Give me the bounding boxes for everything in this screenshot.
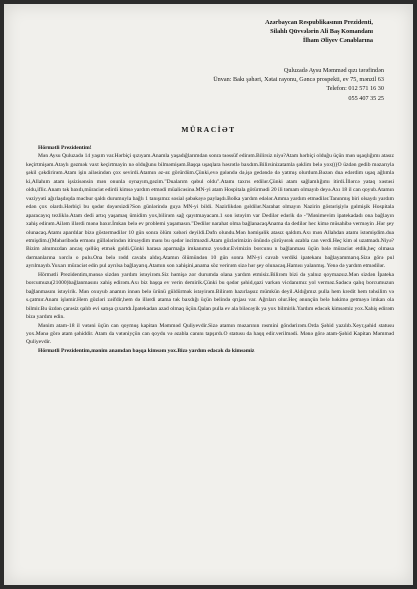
letter-title: MÜRACİƏT — [181, 125, 236, 134]
closing-line: Hörmətli Prezidentim,mənim anamdan başqa kimsəm yox.Bizə yardım edəcək də kimsəmiz — [38, 347, 255, 354]
paragraph-3: Mənim atam-18 il vətəni üçün can qoymuş kapitan Məmməd Quliyevdir.Sizə atamın məzarının rəsmini göndərirəm.Orda Şəhid yazılıb.Xeyr,şəhid statusu yox.Mənə görə atam şəhiddir. Atam da vətəniyçün can qoydu və əzabla canını tapşırdı.O statusu da haqq edir.verilmədi. Mənə görə atam-Şəhid Kapitan Məmməd Quliyevdir. — [26, 322, 394, 346]
addressee-line-3: İlham Əliyev Cənablarına — [302, 37, 373, 44]
sender-block — [144, 66, 384, 103]
sender-address: Ünvan: Bakı şəhəri, Xətai rayonu, Gəncə prospekti, ev 75, mənzil 63 — [213, 76, 384, 84]
addressee-line-2: Silahlı Qüvvələrin Ali Baş Komandanı — [270, 28, 373, 35]
sender-mobile: 055 407 35 25 — [348, 94, 384, 102]
greeting: Hörmətli Prezidentim! — [38, 145, 92, 151]
letter-body — [26, 144, 394, 355]
letter-page — [4, 4, 413, 585]
sender-phone: Telefon: 012 571 16 30 — [326, 85, 384, 93]
addressee-block — [183, 18, 373, 45]
paragraph-1: Mən Aysu Quluzadə 14 yaşım var.Hərbiçi qızıyam.Anamla yaşadığlarımdan sonra təəssüf edirəm.Bilirsiz niyə?Atam hərbiçi olduğu üçün mən uşaqlığımı atasız keçirtmişəm.Ataylı gəzmək vaxt keçirtmayin nə olduğunu bilməmişəm.Başqa uşaqlara həsrətlə baxdım.Bilirsinizatamla şəklim belə yox(((O üzdən gedib məzarıyla şəkil çəkdirirəm.Atam işin ailəsindən çox sevirdi.Atamın əz-əz görürdüm.Çünki,evə gələndə də,işə gedəndə də yatmış olurdum.Bəzən dua edərdim uşaq ağlımla ki,Allahım atam işsizisənsin mən onunla oynayım,gəzim."Dualarım qəbul oldu".Atamı taxrıs etdilər.Çünki atam sağlamlığımı itirdi.İllərcə yataq xəstəsi oldu,iflic.Anam tək baxdı,müraciət edirdi kimsə yardım etmədi müalicəsinə.MN-yi atam Hospitala götürmədi 20 ili təmam olmayıb deyə.Axı 18 il can qoyub.Atamın vəziyyəti ağırlaşdıqda məcbur qaldı durumuyla bağlı 1 tanışımız sosial şəbəkəyə paylaşdı.Bolka yardım edələr.Amma yardım etmədilər.Tanınmış biri olsaydı yardım edən çox olardı.Hərbiçi bu qədər dəyərsizdi?Son günlərində guya MN-yi bildi. Nazirlikdən gəldilər.Narahat olmayın Nazirin göstərişiylə gəlmişik Hospitala aparacayıq tezliklə.Atam dedi artıq yaşamaq ümidim yox,bilirəm sağ qayıtmayacam.1 son istəyim var Dedilər edərik də -"Mənimevim ipatekadadı ona bağlayın xahiş edirəm.Ailəm illərdi mənə baxır.İmkan belə ev problemi yaşamasın."Dedilər narahat olma bağlanacaqAnama da dedilər hec kimə müsahibə verməyin .Hər şey olunacaq.Atamı apardılar bizə göstərmədilər 10 gün sonra ölüm xəbəri deyildi.Dəfn olundu.Mən həmişəlik atasız qaldım.Axı mən Allahdan atamı istəmişdim.dua etmişdim.((Məhəribədə ermənı güllələrindən itirsəydim mənı bu qədər incitməzdi.Atam gözlərimizin önündə çürüyərək əzabla can verdi.Heç kim əl uzatmadı.Niyə?Bizim alnımızdan ancaq qəllüq etmək gəldi.Çünki harasa aparmağa imkanımız yoxdur.Evimizin borcunu n bağlanması üçün bələ müraciət etdik,heç olmasa dərmanlarına xərclə o pulu.Ona belə rədd cavabı aldıq.Atamın ölümündən 10 gün sonra MN-yi cavab verdiki ipatekanı bağlayammarıq.Sizə görə pul ayrılmayıb.Yuxarı müraciət edin pul ayrılsa bağlayarıq.Atamın son xahişini,anama söz verirəm sizə hər şey olunacaq.Hamısı yalanmış. Yenə də yardım etmədilər. — [26, 153, 395, 270]
addressee-line-1: Azərbaycan Respublikasının Prezidenti, — [265, 19, 373, 26]
paragraph-2: Hörmətli Prezidentim,mənsə sizdən yardım istəyirəm.Siz həmişə zor durumda olana yardım etmisiz.Bilirəm bizi də yalnız qoymazsız.Mən sizdən İpateka borcumuzu(21000)bağlanmasını xahiş edirəm.Axı biz başqa ev verin demirik.Çünki bu qədər şəhid,qazi varkən vicdanımız yol verməz.Sadəcə qalıq borcumuzun bağlanmasını istəyirik. Mən oxuyub anamın innən belə ürünü güldürmək istəyirəm.Bilirəm hazırlaşsız mümkün deyil.Aldığımız pulla hem kredit hem təhsilim və s.çatmır.Anam işləmir.Hem gözləri zəifdir,hem də illərdi atama tək baxdığı üçün belində qrıjası var. Ağrıları olur.Heç ənunçün belə həkimə getməyə imkan ola bilmir.Bu üzdən çarəsiz qalıb evi satışa çıxartdı.İpatekadan azad olmaq üçün.Qalan pulla ev ala biləcəyik ya yox bilmirik.Yardım edəcək kimsəmiz yox.Xahiş edirəm bizə yardım edin. — [26, 271, 394, 321]
sender-name: Quluzadə Aysu Məmməd qızı tərəfindən — [283, 67, 384, 74]
